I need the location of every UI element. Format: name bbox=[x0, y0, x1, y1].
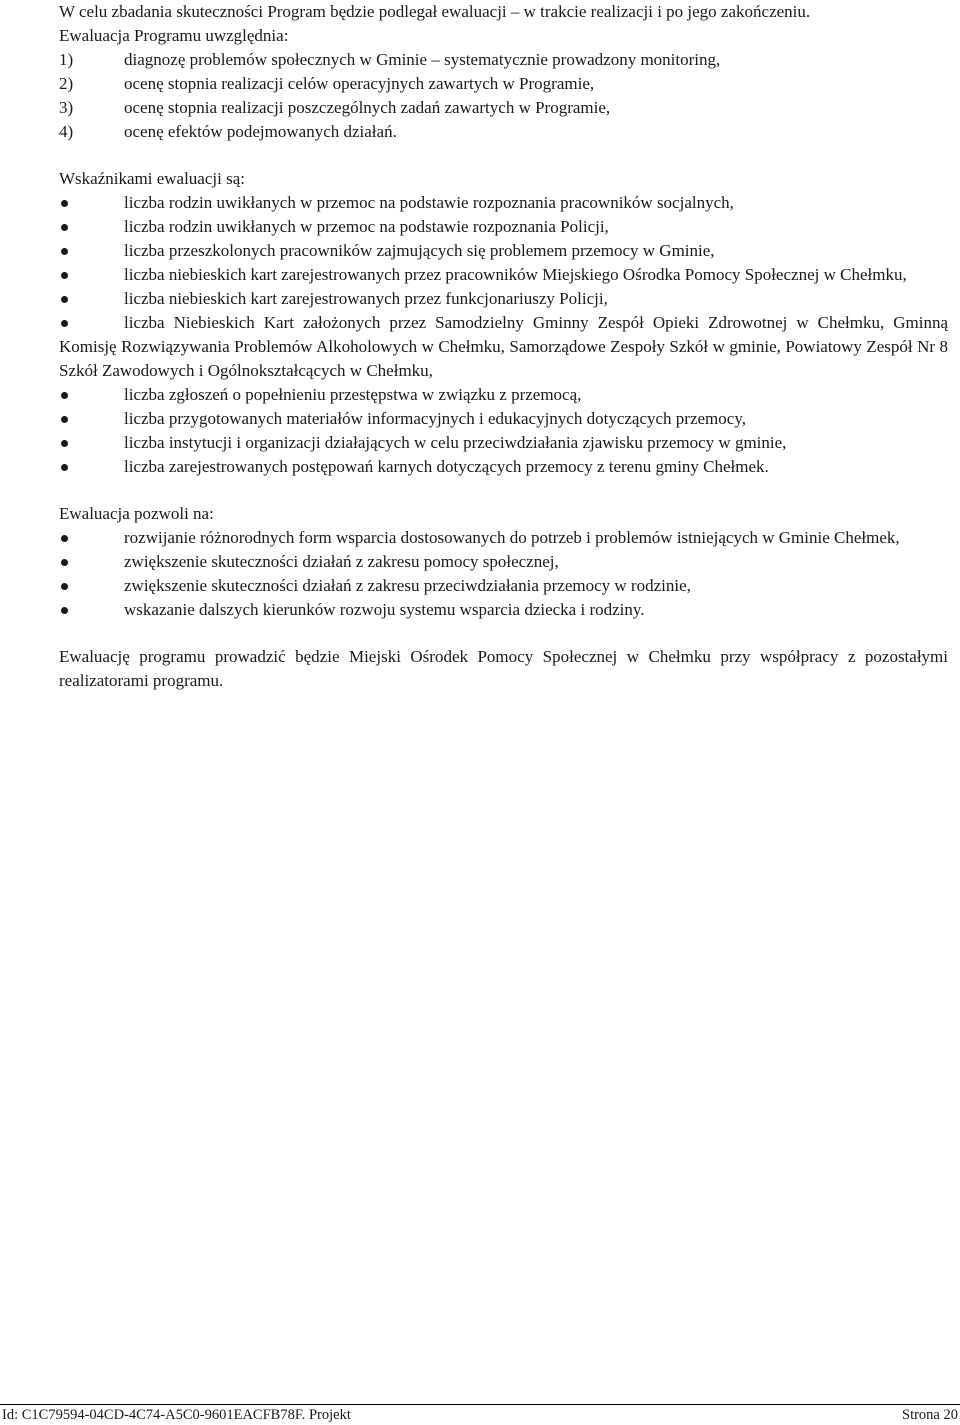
list-item: rozwijanie różnorodnych form wsparcia dostosowanych do potrzeb i problemów istniejących w Gminie Chełmek, bbox=[59, 526, 948, 550]
list-item bbox=[59, 48, 948, 72]
list-item: liczba zgłoszeń o popełnieniu przestępstwa w związku z przemocą, bbox=[59, 383, 948, 407]
indicators-list bbox=[59, 191, 948, 479]
list-item: liczba zarejestrowanych postępowań karnych dotyczących przemocy z terenu gminy Chełmek. bbox=[59, 455, 948, 479]
list-item: liczba rodzin uwikłanych w przemoc na podstawie rozpoznania pracowników socjalnych, bbox=[59, 191, 948, 215]
list-item: liczba niebieskich kart zarejestrowanych przez funkcjonariuszy Policji, bbox=[59, 287, 948, 311]
list-item: liczba niebieskich kart zarejestrowanych przez pracowników Miejskiego Ośrodka Pomocy Społecznej w Chełmku, bbox=[59, 263, 948, 287]
scope-list bbox=[59, 48, 948, 144]
list-item: zwiększenie skuteczności działań z zakresu przeciwdziałania przemocy w rodzinie, bbox=[59, 574, 948, 598]
item-number: 4) bbox=[59, 122, 74, 141]
list-item: liczba przygotowanych materiałów informacyjnych i edukacyjnych dotyczących przemocy, bbox=[59, 407, 948, 431]
item-text: ocenę stopnia realizacji poszczególnych zadań zawartych w Programie, bbox=[124, 98, 611, 117]
item-number: 1) bbox=[59, 50, 74, 69]
indicators-heading: Wskaźnikami ewaluacji są: bbox=[59, 169, 245, 188]
benefits-heading: Ewaluacja pozwoli na: bbox=[59, 504, 214, 523]
list-item: liczba przeszkolonych pracowników zajmujących się problemem przemocy w Gminie, bbox=[59, 239, 948, 263]
list-item bbox=[59, 96, 948, 120]
document-id: Id: C1C79594-04CD-4C74-A5C0-9601EACFB78F. Projekt bbox=[2, 1407, 351, 1423]
list-item bbox=[59, 72, 948, 96]
item-number: 2) bbox=[59, 74, 74, 93]
document-page bbox=[59, 0, 948, 693]
list-item: liczba instytucji i organizacji działających w celu przeciwdziałania zjawisku przemocy w gminie, bbox=[59, 431, 948, 455]
list-item: zwiększenie skuteczności działań z zakresu pomocy społecznej, bbox=[59, 550, 948, 574]
item-text: ocenę stopnia realizacji celów operacyjnych zawartych w Programie, bbox=[124, 74, 595, 93]
list-item: liczba Niebieskich Kart założonych przez Samodzielny Gminny Zespół Opieki Zdrowotnej w Chełmku, Gminną Komisję Rozwiązywania Problemów Alkoholowych w Chełmku, Samorządowe Zespoły Szkół w gminie, Powiatowy Zespół Nr 8 Szkół Zawodowych i Ogólnokształcących w Chełmku, bbox=[59, 311, 948, 383]
page-number: Strona 20 bbox=[902, 1407, 958, 1423]
item-text: ocenę efektów podejmowanych działań. bbox=[124, 122, 397, 141]
scope-heading: Ewaluacja Programu uwzględnia: bbox=[59, 26, 289, 45]
list-item: wskazanie dalszych kierunków rozwoju systemu wsparcia dziecka i rodziny. bbox=[59, 598, 948, 622]
intro-paragraph: W celu zbadania skuteczności Program będzie podlegał ewaluacji – w trakcie realizacji i po jego zakończeniu. bbox=[59, 2, 811, 21]
list-item bbox=[59, 120, 948, 144]
page-footer bbox=[0, 1404, 960, 1425]
list-item: liczba rodzin uwikłanych w przemoc na podstawie rozpoznania Policji, bbox=[59, 215, 948, 239]
item-number: 3) bbox=[59, 98, 74, 117]
benefits-list bbox=[59, 526, 948, 622]
item-text: diagnozę problemów społecznych w Gminie – systematycznie prowadzony monitoring, bbox=[124, 50, 721, 69]
closing-paragraph: Ewaluację programu prowadzić będzie Miejski Ośrodek Pomocy Społecznej w Chełmku przy współpracy z pozostałymi realizatorami programu. bbox=[59, 647, 948, 690]
